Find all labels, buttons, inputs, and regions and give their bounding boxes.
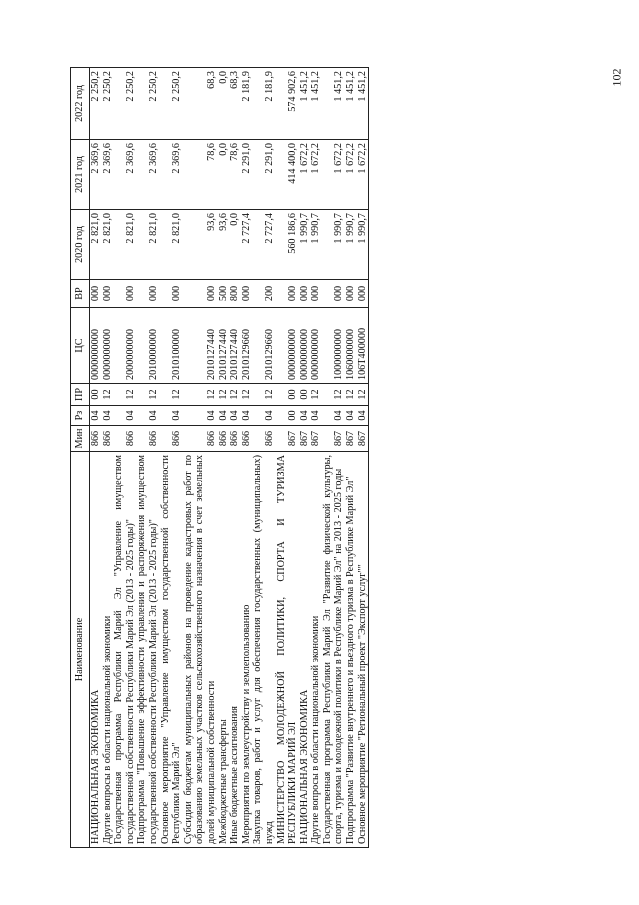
row-vr-cell: 000: [136, 280, 159, 308]
row-2020-cell: 93,6: [183, 210, 218, 280]
row-pr-cell: 00: [90, 384, 102, 406]
row-vr-cell: 000: [102, 280, 114, 308]
rotated-page-content: [70, 68, 610, 848]
row-2022-cell: 2 250,2: [90, 68, 102, 140]
row-min-cell: 866: [102, 426, 114, 452]
row-vr-cell: 200: [252, 280, 275, 308]
row-min-cell: 867: [357, 426, 369, 452]
row-rz-cell: 04: [252, 406, 275, 426]
row-pr-cell: 12: [183, 384, 218, 406]
row-2021-cell: 2 369,6: [102, 140, 114, 210]
row-rz-cell: 00: [276, 406, 299, 426]
row-cs-cell: 2000000000: [113, 308, 136, 384]
row-vr-cell: 000: [183, 280, 218, 308]
budget-table: [70, 67, 369, 848]
row-min-cell: 867: [322, 426, 345, 452]
row-name-cell: Другие вопросы в области национальной экономики: [102, 452, 114, 848]
row-2020-cell: 2 821,0: [160, 210, 183, 280]
header-2021: 2021 год: [71, 140, 90, 210]
header-pr: ПР: [71, 384, 90, 406]
row-2022-cell: 2 181,9: [252, 68, 275, 140]
row-pr-cell: 12: [136, 384, 159, 406]
row-vr-cell: 000: [345, 280, 357, 308]
row-name-cell: НАЦИОНАЛЬНАЯ ЭКОНОМИКА: [299, 452, 311, 848]
row-rz-cell: 04: [241, 406, 253, 426]
table-row: [160, 68, 183, 848]
row-name-cell: Государственная программа Республики Марий Эл "Управление имуществом государственной собственности Республики Марий Эл (2013 - 2025 годы)": [113, 452, 136, 848]
row-name-cell: Основное мероприятие "Управление имуществом государственной собственности Республики Марий Эл": [160, 452, 183, 848]
row-name-cell: Закупка товаров, работ и услуг для обеспечения государственных (муниципальных) нужд: [252, 452, 275, 848]
row-2020-cell: 1 990,7: [299, 210, 311, 280]
row-2022-cell: 68,3: [183, 68, 218, 140]
table-row: [241, 68, 253, 848]
row-rz-cell: 04: [357, 406, 369, 426]
table-row: [229, 68, 241, 848]
row-2021-cell: 0,0: [218, 140, 230, 210]
row-min-cell: 866: [218, 426, 230, 452]
row-2021-cell: 1 672,2: [345, 140, 357, 210]
row-2021-cell: 2 369,6: [160, 140, 183, 210]
row-name-cell: Основное мероприятие "Региональный проект "Экспорт услуг"": [357, 452, 369, 848]
row-2022-cell: 1 451,2: [322, 68, 345, 140]
row-pr-cell: 12: [322, 384, 345, 406]
row-2021-cell: 1 672,2: [310, 140, 322, 210]
row-min-cell: 867: [345, 426, 357, 452]
row-name-cell: Иные бюджетные ассигнования: [229, 452, 241, 848]
row-2021-cell: 1 672,2: [322, 140, 345, 210]
row-rz-cell: 04: [113, 406, 136, 426]
row-2021-cell: 2 369,6: [136, 140, 159, 210]
row-vr-cell: 000: [299, 280, 311, 308]
table-row: [276, 68, 299, 848]
row-cs-cell: 2010127440: [218, 308, 230, 384]
row-vr-cell: 000: [113, 280, 136, 308]
row-2021-cell: 78,6: [229, 140, 241, 210]
row-cs-cell: 1000000000: [322, 308, 345, 384]
row-cs-cell: 2010100000: [160, 308, 183, 384]
row-2020-cell: 1 990,7: [322, 210, 345, 280]
row-vr-cell: 500: [218, 280, 230, 308]
row-cs-cell: 2010129660: [241, 308, 253, 384]
row-min-cell: 866: [90, 426, 102, 452]
row-cs-cell: 0000000000: [102, 308, 114, 384]
row-2022-cell: 574 902,6: [276, 68, 299, 140]
row-rz-cell: 04: [183, 406, 218, 426]
row-vr-cell: 000: [160, 280, 183, 308]
row-min-cell: 866: [252, 426, 275, 452]
row-2022-cell: 2 250,2: [160, 68, 183, 140]
row-rz-cell: 04: [218, 406, 230, 426]
row-2021-cell: 78,6: [183, 140, 218, 210]
row-2022-cell: 1 451,2: [345, 68, 357, 140]
row-rz-cell: 04: [299, 406, 311, 426]
table-row: [345, 68, 357, 848]
row-cs-cell: 0000000000: [90, 308, 102, 384]
row-pr-cell: 12: [160, 384, 183, 406]
row-pr-cell: 00: [276, 384, 299, 406]
table-row: [113, 68, 136, 848]
row-min-cell: 866: [183, 426, 218, 452]
header-rz: Рз: [71, 406, 90, 426]
row-2022-cell: 1 451,2: [310, 68, 322, 140]
row-rz-cell: 04: [90, 406, 102, 426]
header-2020: 2020 год: [71, 210, 90, 280]
table-row: [357, 68, 369, 848]
row-min-cell: 867: [310, 426, 322, 452]
row-vr-cell: 000: [357, 280, 369, 308]
row-rz-cell: 04: [102, 406, 114, 426]
row-vr-cell: 000: [322, 280, 345, 308]
table-row: [183, 68, 218, 848]
header-min: Мин: [71, 426, 90, 452]
row-2020-cell: 2 821,0: [90, 210, 102, 280]
header-2022: 2022 год: [71, 68, 90, 140]
table-row: [252, 68, 275, 848]
row-2021-cell: 2 291,0: [241, 140, 253, 210]
row-rz-cell: 04: [322, 406, 345, 426]
row-cs-cell: 1060000000: [345, 308, 357, 384]
row-pr-cell: 12: [252, 384, 275, 406]
row-name-cell: Другие вопросы в области национальной экономики: [310, 452, 322, 848]
row-cs-cell: 0000000000: [299, 308, 311, 384]
row-rz-cell: 04: [160, 406, 183, 426]
row-2020-cell: 2 821,0: [136, 210, 159, 280]
row-cs-cell: 106T400000: [357, 308, 369, 384]
row-cs-cell: 2010127440: [229, 308, 241, 384]
row-vr-cell: 000: [310, 280, 322, 308]
row-pr-cell: 12: [113, 384, 136, 406]
row-min-cell: 866: [229, 426, 241, 452]
row-min-cell: 866: [113, 426, 136, 452]
row-min-cell: 866: [136, 426, 159, 452]
row-vr-cell: 800: [229, 280, 241, 308]
table-row: [299, 68, 311, 848]
row-name-cell: МИНИСТЕРСТВО МОЛОДЕЖНОЙ ПОЛИТИКИ, СПОРТА И ТУРИЗМА РЕСПУБЛИКИ МАРИЙ ЭЛ: [276, 452, 299, 848]
row-vr-cell: 000: [276, 280, 299, 308]
table-row: [102, 68, 114, 848]
row-rz-cell: 04: [229, 406, 241, 426]
row-min-cell: 866: [160, 426, 183, 452]
row-2020-cell: 2 727,4: [252, 210, 275, 280]
row-2022-cell: 2 250,2: [113, 68, 136, 140]
row-cs-cell: 2010000000: [136, 308, 159, 384]
header-cs: ЦС: [71, 308, 90, 384]
row-2020-cell: 2 727,4: [241, 210, 253, 280]
row-pr-cell: 12: [345, 384, 357, 406]
row-2021-cell: 414 400,0: [276, 140, 299, 210]
table-row: [90, 68, 102, 848]
row-2022-cell: 68,3: [229, 68, 241, 140]
row-min-cell: 867: [299, 426, 311, 452]
row-vr-cell: 000: [90, 280, 102, 308]
row-name-cell: Межбюджетные трансферты: [218, 452, 230, 848]
row-2022-cell: 2 250,2: [136, 68, 159, 140]
row-pr-cell: 12: [241, 384, 253, 406]
row-min-cell: 866: [241, 426, 253, 452]
row-name-cell: Мероприятия по землеустройству и землепользованию: [241, 452, 253, 848]
row-2021-cell: 2 291,0: [252, 140, 275, 210]
header-vr: ВР: [71, 280, 90, 308]
row-2021-cell: 2 369,6: [113, 140, 136, 210]
row-pr-cell: 12: [310, 384, 322, 406]
row-rz-cell: 04: [136, 406, 159, 426]
row-2021-cell: 1 672,2: [357, 140, 369, 210]
row-2021-cell: 2 369,6: [90, 140, 102, 210]
row-2020-cell: 560 186,6: [276, 210, 299, 280]
row-name-cell: Подпрограмма "Развитие внутреннего и въездного туризма в Республике Марий Эл": [345, 452, 357, 848]
table-row: [136, 68, 159, 848]
row-pr-cell: 12: [357, 384, 369, 406]
row-2022-cell: 2 250,2: [102, 68, 114, 140]
row-cs-cell: 2010129660: [252, 308, 275, 384]
row-rz-cell: 04: [310, 406, 322, 426]
row-2021-cell: 1 672,2: [299, 140, 311, 210]
row-name-cell: Субсидии бюджетам муниципальных районов на проведение кадастровых работ по образованию земельных участков сельскохозяйственного назначения в счет земельных долей муниципальной собственности: [183, 452, 218, 848]
row-2020-cell: 93,6: [218, 210, 230, 280]
row-2020-cell: 0,0: [229, 210, 241, 280]
table-header-row: [71, 68, 90, 848]
row-2020-cell: 1 990,7: [357, 210, 369, 280]
row-2022-cell: 0,0: [218, 68, 230, 140]
table-row: [218, 68, 230, 848]
header-name: Наименование: [71, 452, 90, 848]
row-rz-cell: 04: [345, 406, 357, 426]
table-row: [322, 68, 345, 848]
table-body: [90, 68, 369, 848]
page-number: 102: [609, 68, 624, 87]
row-name-cell: Подпрограмма "Повышение эффективности управления и распоряжения имуществом государственной собственности Республики Марий Эл (2013 - 2025 годы)": [136, 452, 159, 848]
row-2020-cell: 1 990,7: [310, 210, 322, 280]
row-cs-cell: 0000000000: [310, 308, 322, 384]
row-pr-cell: 12: [218, 384, 230, 406]
row-2020-cell: 2 821,0: [102, 210, 114, 280]
row-2022-cell: 1 451,2: [357, 68, 369, 140]
row-cs-cell: 0000000000: [276, 308, 299, 384]
row-2022-cell: 1 451,2: [299, 68, 311, 140]
row-pr-cell: 12: [102, 384, 114, 406]
row-vr-cell: 000: [241, 280, 253, 308]
row-2022-cell: 2 181,9: [241, 68, 253, 140]
row-min-cell: 867: [276, 426, 299, 452]
row-pr-cell: 12: [229, 384, 241, 406]
row-name-cell: Государственная программа Республики Марий Эл "Развитие физической культуры, спорта, туризма и молодежной политики в Республике Марий Эл" на 2013 - 2025 годы: [322, 452, 345, 848]
row-2020-cell: 1 990,7: [345, 210, 357, 280]
row-pr-cell: 00: [299, 384, 311, 406]
table-row: [310, 68, 322, 848]
row-name-cell: НАЦИОНАЛЬНАЯ ЭКОНОМИКА: [90, 452, 102, 848]
row-cs-cell: 2010127440: [183, 308, 218, 384]
row-2020-cell: 2 821,0: [113, 210, 136, 280]
